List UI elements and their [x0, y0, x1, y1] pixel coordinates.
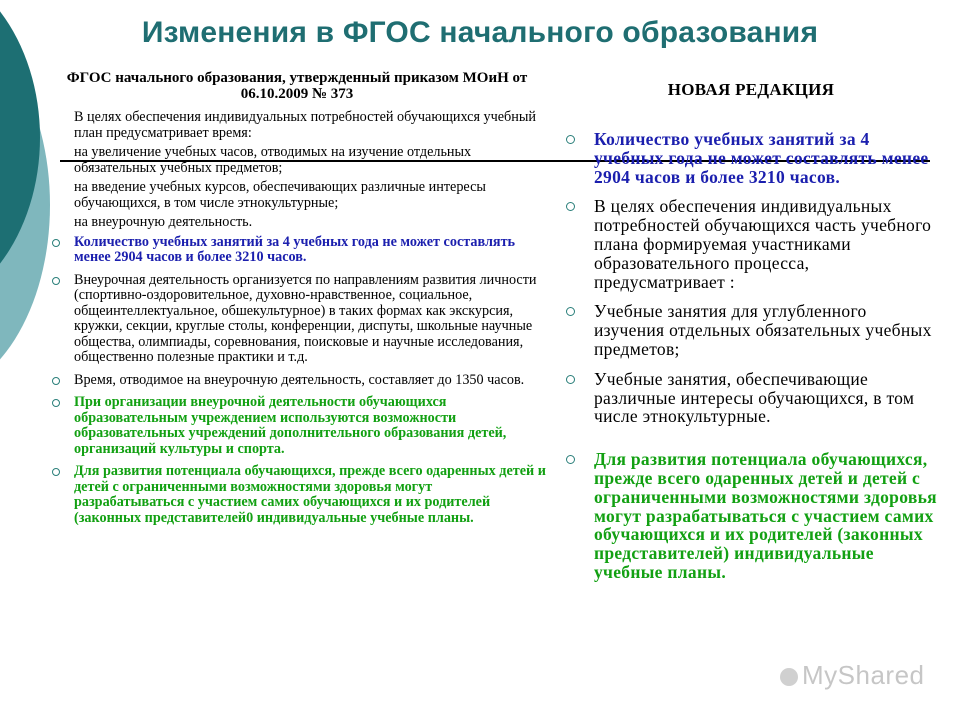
- left-bullet-list: [48, 235, 546, 527]
- left-bullet-item: [48, 273, 546, 366]
- bullet-icon: [566, 135, 575, 144]
- left-bullet-item: [48, 464, 546, 526]
- bullet-icon: [566, 202, 575, 211]
- left-bullet-text: Для развития потенциала обучающихся, прежде всего одаренных детей и детей с ограниченными возможностями здоровья могут разрабатываться с участием самих обучающихся и их родителей (законных представителей0 индивидуальные учебные планы.: [74, 463, 546, 526]
- left-bullet-item: [48, 235, 546, 266]
- right-heading: НОВАЯ РЕДАКЦИЯ: [667, 80, 835, 99]
- logo-icon: [780, 668, 798, 686]
- left-line: В целях обеспечения индивидуальных потребностей обучающихся учебный план предусматривает время:: [74, 109, 536, 141]
- bullet-icon: [566, 375, 575, 384]
- left-bullet-item: [48, 395, 546, 457]
- right-bullet-text: Учебные занятия, обеспечивающие различные интересы обучающихся, в том числе этнокультурные.: [594, 368, 915, 427]
- bullet-icon: [52, 399, 60, 407]
- watermark-logo: [780, 660, 925, 691]
- left-bullet-text: Количество учебных занятий за 4 учебных года не может составлять менее 2904 часов и более 3210 часов.: [74, 233, 516, 265]
- right-bullet-text: В целях обеспечения индивидуальных потребностей обучающихся часть учебного плана формируемая участниками образовательного процесса, предусматривает :: [594, 196, 932, 292]
- left-line: на внеурочную деятельность.: [74, 214, 253, 230]
- right-bullet-item: [562, 130, 940, 186]
- right-bullet-item: [562, 370, 940, 426]
- bullet-icon: [52, 468, 60, 476]
- left-column: [48, 70, 546, 533]
- bullet-icon: [566, 307, 575, 316]
- left-bullet-text: Время, отводимое на внеурочную деятельность, составляет до 1350 часов.: [74, 371, 525, 388]
- left-bullet-item: [48, 373, 546, 389]
- left-bullet-text: При организации внеурочной деятельности обучающихся образовательным учреждением используются возможности образовательных учреждений дополнительного образования детей, организаций культуры и спорта.: [74, 394, 507, 457]
- slide-title: Изменения в ФГОС начального образования: [141, 16, 819, 49]
- right-bullet-text: Учебные занятия для углубленного изучения отдельных обязательных учебных предметов;: [594, 301, 932, 359]
- bullet-icon: [52, 277, 60, 285]
- left-line: на увеличение учебных часов, отводимых на изучение отдельных обязательных учебных предметов;: [74, 144, 472, 176]
- left-bullet-text: Внеурочная деятельность организуется по направлениям развития личности (спортивно-оздоровительное, духовно-нравственное, социальное, общеинтеллектуальное, обшекультурное) в таких формах как экскурсия, кружки, секции, круглые столы, конференции, диспуты, школьные научные общества, олимпиады, соревнования, поисковые и научные исследования, общественно полезные практики и т.д.: [74, 271, 537, 365]
- bullet-icon: [52, 239, 60, 247]
- right-bullet-item: [562, 197, 940, 291]
- right-bullet-text: Для развития потенциала обучающихся, прежде всего одаренных детей и детей с ограниченными возможностями здоровья могут разрабатываться с участием самих обучающихся и их родителей (законных представителей) индивидуальные учебные планы.: [594, 449, 937, 582]
- left-heading: ФГОС начального образования, утвержденный приказом МОиН от 06.10.2009 № 373: [66, 70, 528, 102]
- right-bullet-text: Количество учебных занятий за 4 учебных года не может составлять менее 2904 часов и более 3210 часов.: [594, 129, 929, 187]
- right-column: [562, 74, 940, 593]
- bullet-icon: [566, 455, 575, 464]
- left-line: на введение учебных курсов, обеспечивающих различные интересы обучающихся, в том числе этнокультурные;: [74, 179, 486, 211]
- right-bullet-list: [562, 130, 940, 582]
- left-lines: [48, 110, 546, 231]
- right-bullet-item: [562, 450, 940, 582]
- watermark-text: MyShared: [802, 660, 925, 690]
- bullet-icon: [52, 377, 60, 385]
- right-bullet-item: [562, 302, 940, 358]
